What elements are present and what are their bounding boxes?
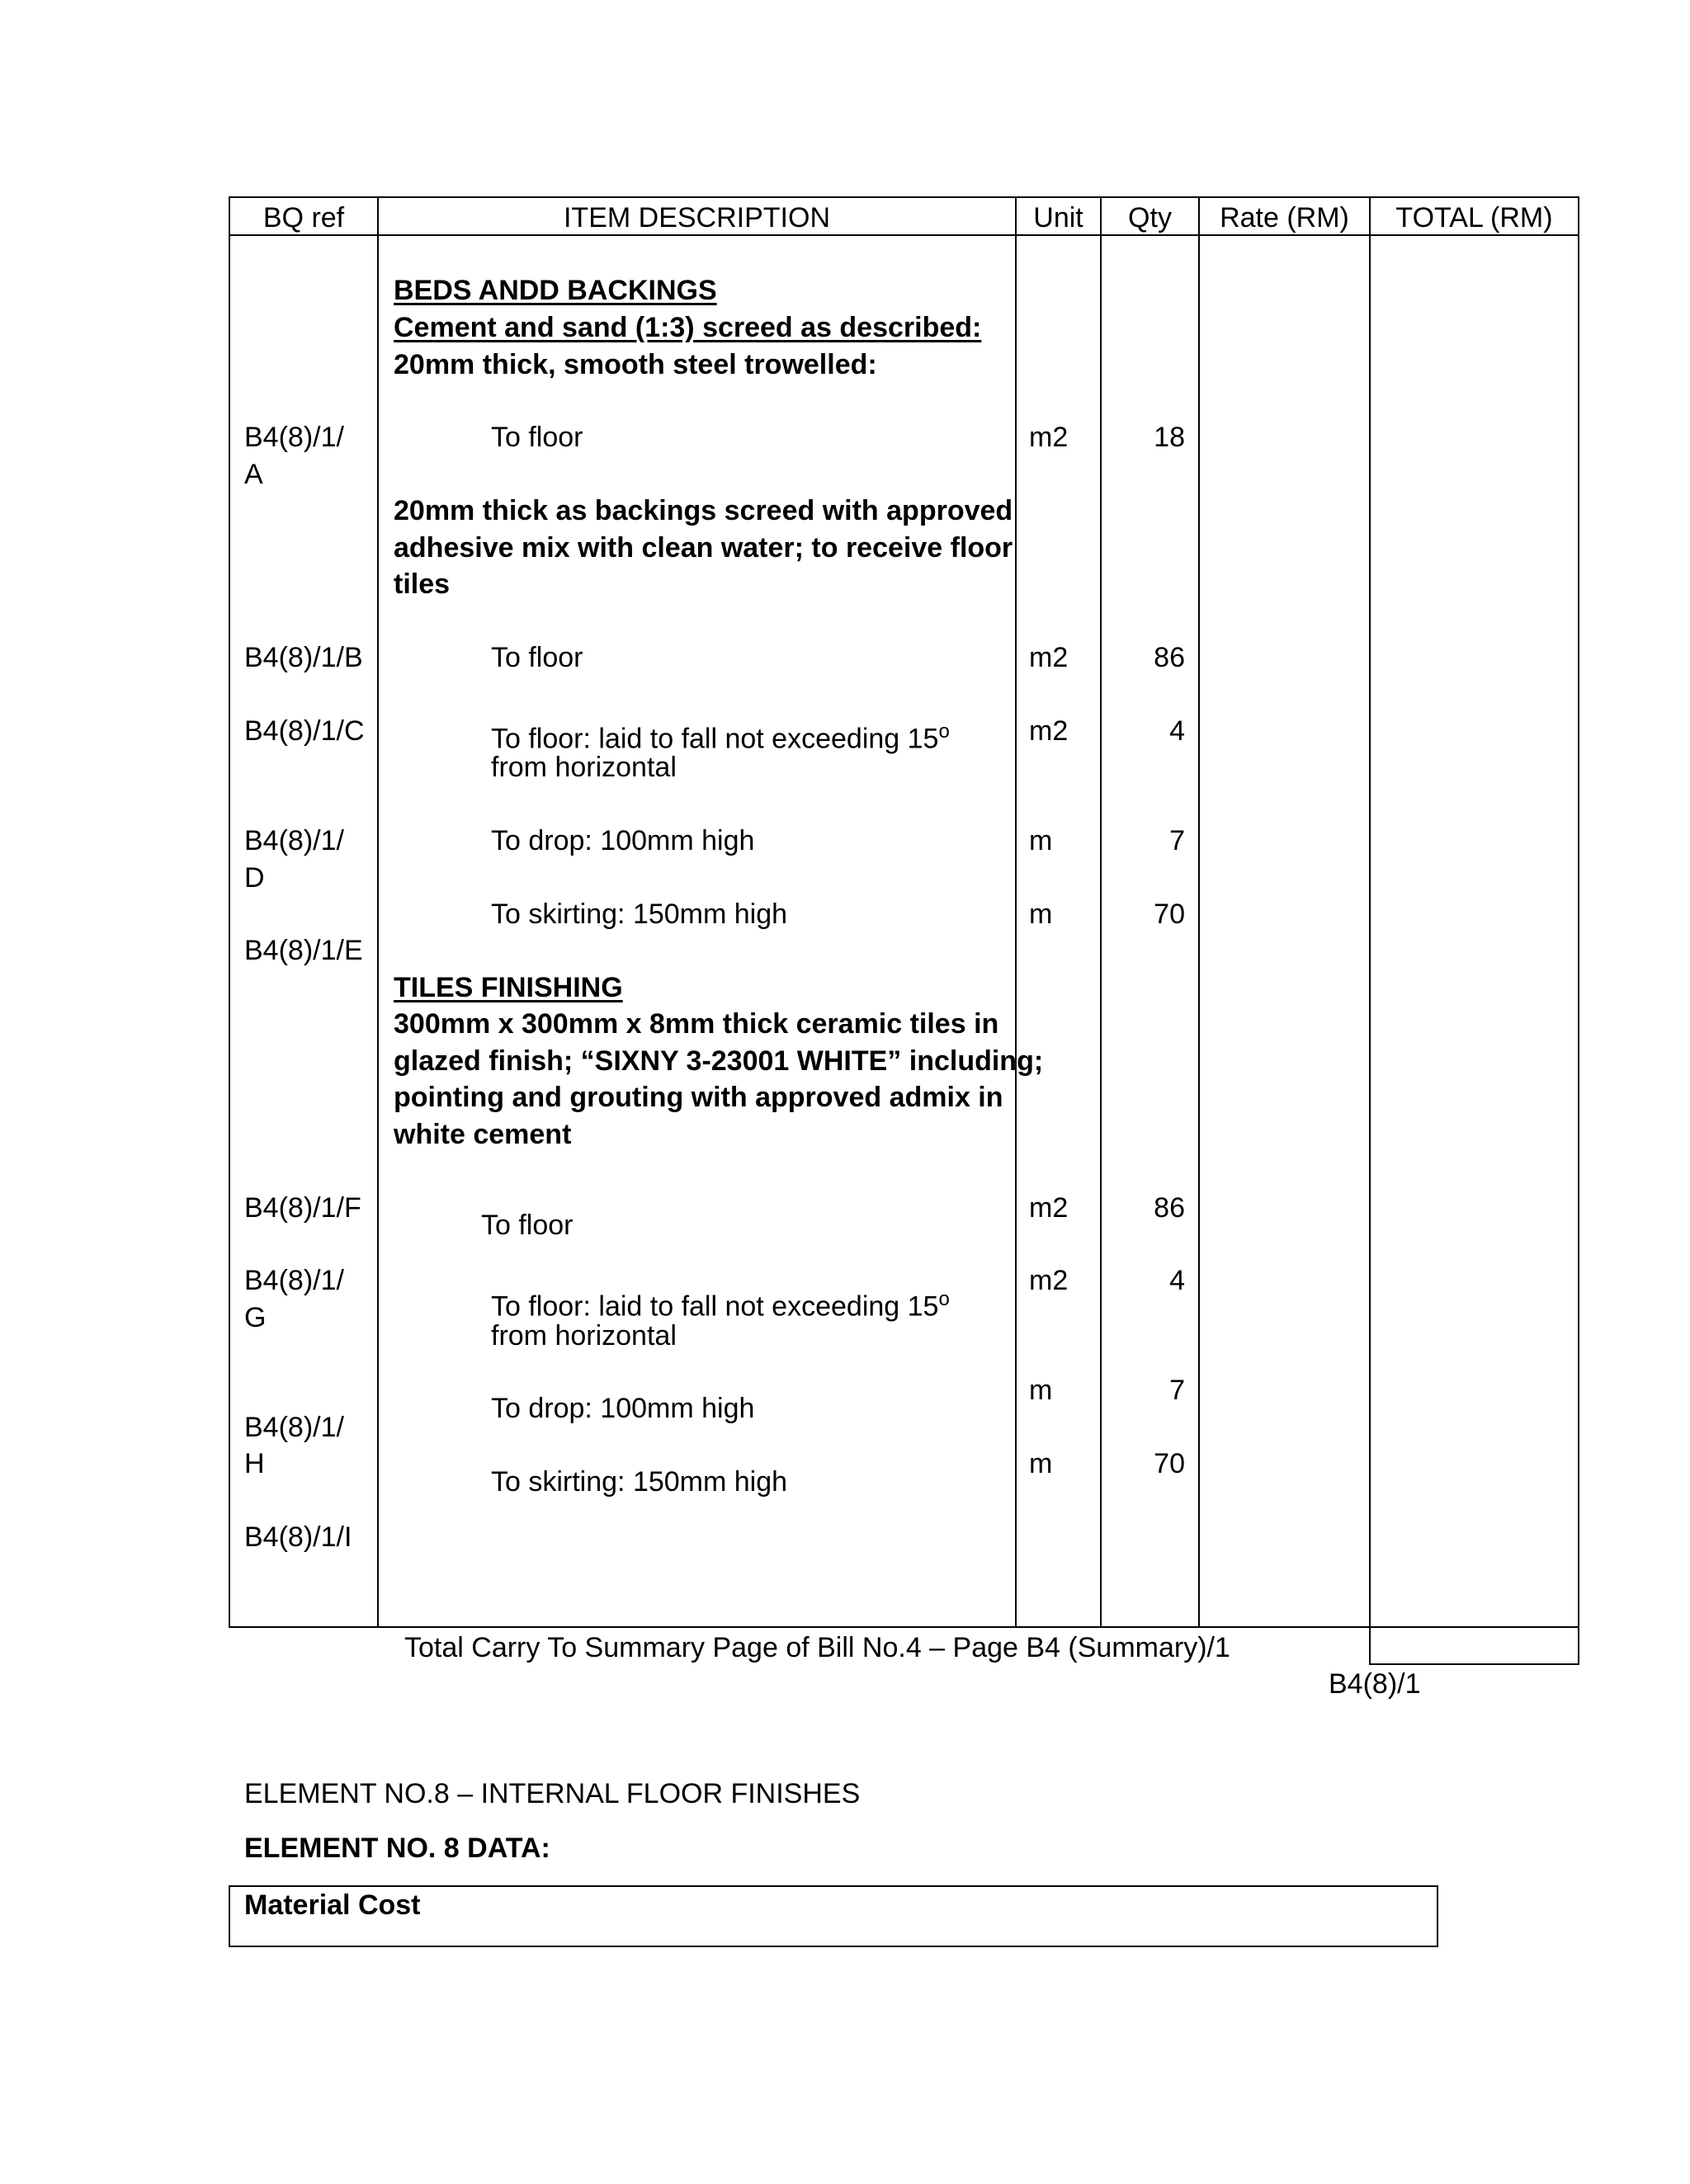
item-g-text: To floor: laid to fall not exceeding 15 xyxy=(491,1290,939,1323)
ref-d-line1: B4(8)/1/ xyxy=(244,825,344,856)
section-title-beds: BEDS ANDD BACKINGS xyxy=(394,275,717,306)
item-b-unit: m2 xyxy=(1029,642,1069,673)
table-top-border xyxy=(229,196,1579,198)
tiles-text-line4: white cement xyxy=(394,1119,572,1150)
material-cost-label: Material Cost xyxy=(244,1889,421,1921)
item-f-unit: m2 xyxy=(1029,1192,1069,1224)
table-right-border xyxy=(1578,196,1579,1665)
tiles-text-line1: 300mm x 300mm x 8mm thick ceramic tiles in xyxy=(394,1008,999,1040)
item-h-description: To drop: 100mm high xyxy=(491,1393,755,1424)
ref-g-line2: G xyxy=(244,1302,267,1333)
item-f-description: To floor xyxy=(481,1210,574,1241)
item-i-qty: 70 xyxy=(1154,1448,1185,1479)
header-total: TOTAL (RM) xyxy=(1395,202,1553,233)
tiles-text-line2: glazed finish; “SIXNY 3-23001 WHITE” including; xyxy=(394,1045,1044,1077)
ref-h-line2: H xyxy=(244,1448,265,1479)
header-qty: Qty xyxy=(1128,202,1172,233)
total-box-bottom xyxy=(1369,1663,1579,1665)
item-f-qty: 86 xyxy=(1154,1192,1185,1224)
header-rate: Rate (RM) xyxy=(1220,202,1349,233)
item-a-qty: 18 xyxy=(1154,422,1185,453)
section-subtitle-cement: Cement and sand (1:3) screed as described: xyxy=(394,312,982,343)
page-reference: B4(8)/1 xyxy=(1329,1668,1421,1700)
item-c-unit: m2 xyxy=(1029,715,1069,747)
table-bottom-border xyxy=(229,1626,1579,1628)
item-e-qty: 70 xyxy=(1154,899,1185,930)
ref-d-line2: D xyxy=(244,862,265,894)
item-d-unit: m xyxy=(1029,825,1053,856)
degree-mark: o xyxy=(938,1288,950,1310)
item-i-unit: m xyxy=(1029,1448,1053,1479)
backing-text-line2: adhesive mix with clean water; to receive floor xyxy=(394,532,1013,564)
item-d-qty: 7 xyxy=(1169,825,1185,856)
item-c-text: To floor: laid to fall not exceeding 15 xyxy=(491,723,939,755)
item-b-description: To floor xyxy=(491,642,583,673)
item-i-description: To skirting: 150mm high xyxy=(491,1466,788,1498)
item-c-qty: 4 xyxy=(1169,715,1185,747)
item-h-unit: m xyxy=(1029,1375,1053,1406)
backing-text-line3: tiles xyxy=(394,568,451,600)
element-heading: ELEMENT NO.8 – INTERNAL FLOOR FINISHES xyxy=(244,1778,861,1809)
ref-c: B4(8)/1/C xyxy=(244,715,365,747)
backing-text-line1: 20mm thick as backings screed with approved xyxy=(394,495,1013,526)
item-c-description-line2: from horizontal xyxy=(491,752,677,783)
item-g-description-line2: from horizontal xyxy=(491,1320,677,1351)
degree-mark: o xyxy=(938,720,950,743)
item-a-unit: m2 xyxy=(1029,422,1069,453)
table-left-border xyxy=(229,196,230,1628)
section-title-tiles: TILES FINISHING xyxy=(394,972,623,1003)
item-a-description: To floor xyxy=(491,422,583,453)
ref-e: B4(8)/1/E xyxy=(244,935,363,966)
carry-to-summary-text: Total Carry To Summary Page of Bill No.4 – Page B4 (Summary)/1 xyxy=(404,1632,1230,1663)
item-e-description: To skirting: 150mm high xyxy=(491,899,788,930)
column-divider-desc xyxy=(1015,196,1017,1628)
column-divider-rate xyxy=(1369,196,1371,1665)
element-data-heading: ELEMENT NO. 8 DATA: xyxy=(244,1833,550,1864)
ref-h-line1: B4(8)/1/ xyxy=(244,1412,344,1443)
ref-f: B4(8)/1/F xyxy=(244,1192,361,1224)
column-divider-unit xyxy=(1100,196,1102,1628)
ref-g-line1: B4(8)/1/ xyxy=(244,1265,344,1296)
item-h-qty: 7 xyxy=(1169,1375,1185,1406)
item-g-unit: m2 xyxy=(1029,1265,1069,1296)
item-b-qty: 86 xyxy=(1154,642,1185,673)
item-g-qty: 4 xyxy=(1169,1265,1185,1296)
header-unit: Unit xyxy=(1033,202,1083,233)
item-d-description: To drop: 100mm high xyxy=(491,825,755,856)
material-cost-box xyxy=(229,1885,1438,1947)
ref-i: B4(8)/1/I xyxy=(244,1521,352,1553)
column-divider-ref xyxy=(377,196,379,1628)
ref-a-line2: A xyxy=(244,459,263,490)
item-e-unit: m xyxy=(1029,899,1053,930)
header-item-description: ITEM DESCRIPTION xyxy=(563,202,831,233)
ref-a-line1: B4(8)/1/ xyxy=(244,422,344,453)
ref-b: B4(8)/1/B xyxy=(244,642,363,673)
header-bq-ref: BQ ref xyxy=(262,202,345,233)
tiles-text-line3: pointing and grouting with approved admix in xyxy=(394,1082,1003,1113)
column-divider-qty xyxy=(1198,196,1200,1628)
section-subtitle-thickness: 20mm thick, smooth steel trowelled: xyxy=(394,349,877,380)
